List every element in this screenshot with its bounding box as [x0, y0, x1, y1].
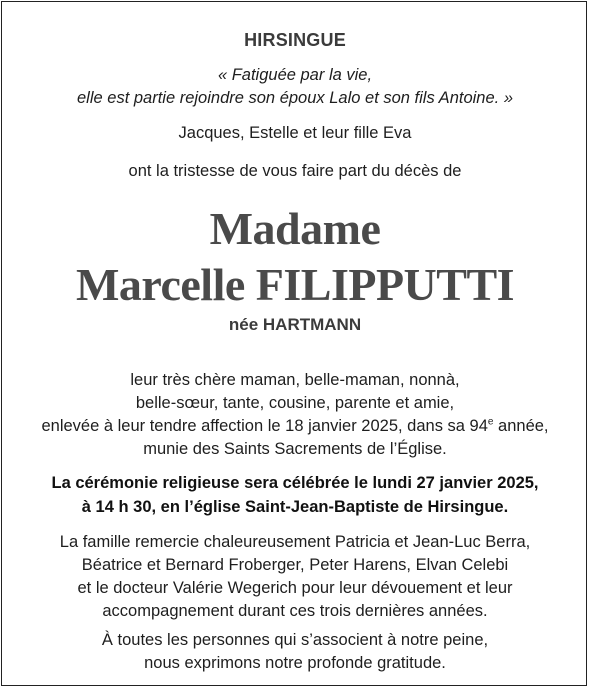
announcement-text: ont la tristesse de vous faire part du décès de: [128, 162, 462, 180]
place-heading: HIRSINGUE: [244, 30, 346, 50]
description-line-3-start: enlevée à leur tendre affection le 18 janvier 2025, dans sa 94: [41, 417, 488, 435]
description-line-1: leur très chère maman, belle-maman, nonnà,: [130, 371, 460, 389]
description-line-3-end: année,: [493, 417, 549, 435]
ceremony-line-2: à 14 h 30, en l’église Saint-Jean-Baptiste de Hirsingue.: [81, 498, 509, 516]
maiden-name: née HARTMANN: [228, 315, 362, 334]
gratitude-line-2: nous exprimons notre profonde gratitude.: [144, 654, 446, 672]
thanks-line-1: La famille remercie chaleureusement Patricia et Jean-Luc Berra,: [59, 533, 531, 551]
gratitude-line-1: À toutes les personnes qui s’associent à notre peine,: [101, 631, 489, 649]
description-line-3: [0, 415, 590, 437]
thanks-line-3: et le docteur Valérie Wegerich pour leur dévouement et leur: [77, 579, 513, 597]
deceased-title: Madame: [209, 203, 381, 254]
ordinal-superscript: e: [487, 416, 494, 428]
thanks-line-2: Béatrice et Bernard Froberger, Peter Harens, Elvan Celebi: [81, 556, 509, 574]
quote-line-2: elle est partie rejoindre son époux Lalo et son fils Antoine. »: [77, 89, 513, 107]
deceased-name: Marcelle FILIPPUTTI: [75, 259, 515, 310]
description-line-2: belle-sœur, tante, cousine, parente et amie,: [135, 394, 455, 412]
ceremony-line-1: La cérémonie religieuse sera célébrée le lundi 27 janvier 2025,: [51, 474, 539, 492]
family-members: Jacques, Estelle et leur fille Eva: [178, 124, 412, 142]
quote-line-1: « Fatiguée par la vie,: [217, 66, 373, 84]
thanks-line-4: accompagnement durant ces trois dernières années.: [102, 602, 488, 620]
description-line-4: munie des Saints Sacrements de l’Église.: [143, 440, 447, 458]
